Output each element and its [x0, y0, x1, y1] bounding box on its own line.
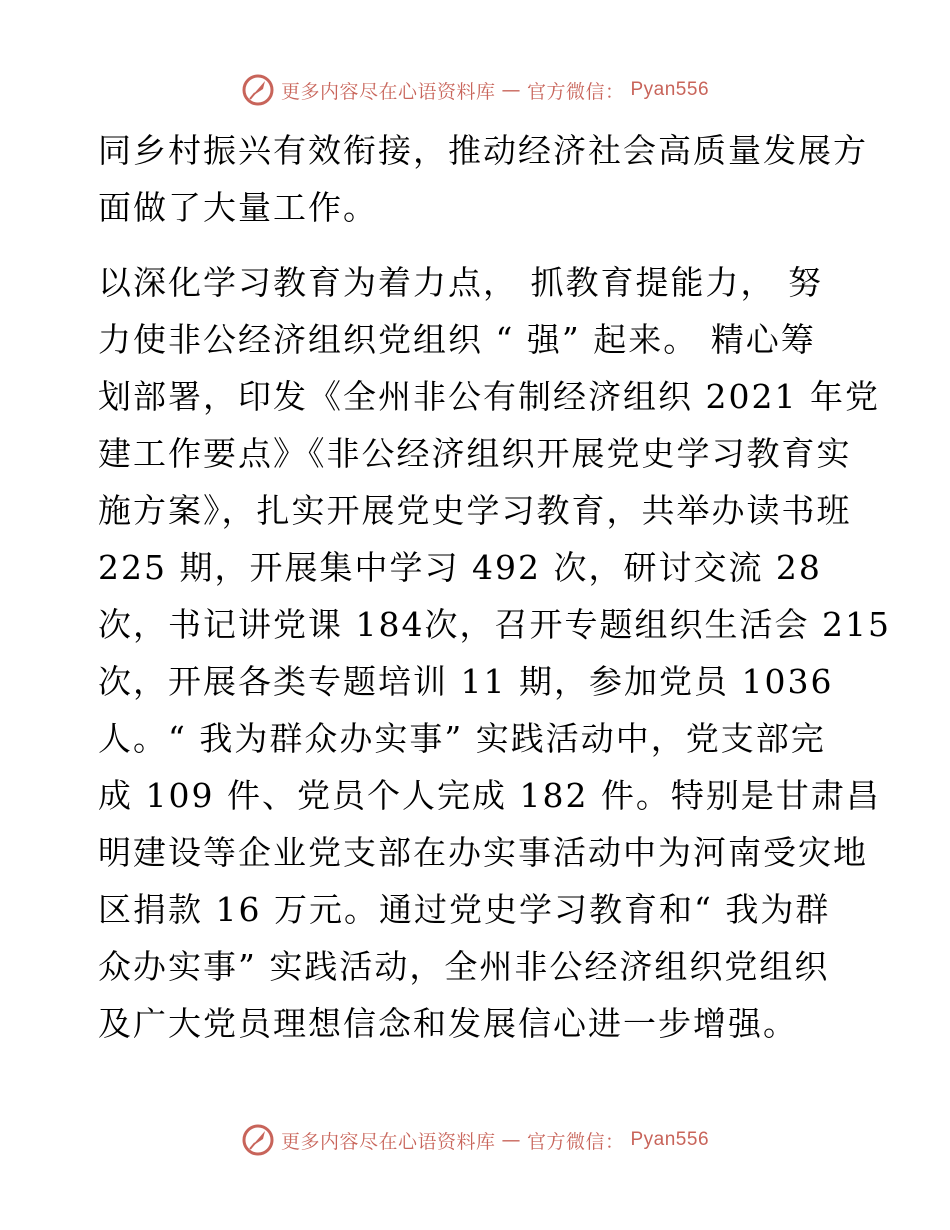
text-line: 面做了大量工作。: [98, 188, 378, 227]
watermark-text: 更多内容尽在心语资料库: [280, 1130, 496, 1153]
watermark-dash: —: [501, 79, 521, 101]
quill-logo-icon: [241, 1123, 275, 1157]
text-line: 明建设等企业党支部在办实事活动中为河南受灾地: [98, 833, 868, 872]
header-watermark: [0, 70, 950, 110]
watermark-label: 官方微信：: [526, 1130, 625, 1153]
text-line: 区捐款 16 万元。通过党史学习教育和“ 我为群: [98, 890, 831, 929]
text-line: 同乡村振兴有效衔接，推动经济社会高质量发展方: [98, 131, 868, 170]
document-body: [98, 122, 891, 1052]
paragraph-1: [98, 122, 868, 236]
text-line: 人。“ 我为群众办实事” 实践活动中，党支部完: [98, 719, 826, 758]
quill-logo-icon: [241, 73, 275, 107]
text-line: 次，书记讲党课 184次，召开专题组织生活会 215: [98, 605, 891, 644]
text-line: 划部署，印发《全州非公有制经济组织 2021 年党: [98, 377, 880, 416]
watermark-text: 更多内容尽在心语资料库: [280, 80, 496, 103]
watermark-label: 官方微信：: [526, 80, 625, 103]
text-line: 力使非公经济组织党组织 “ 强” 起来。 精心筹: [98, 320, 816, 359]
text-line: 众办实事” 实践活动，全州非公经济组织党组织: [98, 947, 830, 986]
footer-watermark: [0, 1120, 950, 1160]
watermark-dash: —: [501, 1129, 521, 1151]
watermark-id: Pyan556: [630, 79, 710, 100]
text-line: 以深化学习教育为着力点， 抓教育提能力， 努: [98, 263, 823, 302]
text-line: 及广大党员理想信念和发展信心进一步增强。: [98, 1004, 798, 1043]
text-line: 成 109 件、党员个人完成 182 件。特别是甘肃昌: [98, 776, 881, 815]
paragraph-2: [98, 254, 891, 1052]
text-line: 225 期，开展集中学习 492 次，研讨交流 28: [98, 548, 822, 587]
text-line: 建工作要点》《非公经济组织开展党史学习教育实: [98, 434, 852, 473]
text-line: 施方案》，扎实开展党史学习教育，共举办读书班: [98, 491, 852, 530]
watermark-id: Pyan556: [630, 1129, 710, 1150]
text-line: 次，开展各类专题培训 11 期，参加党员 1036: [98, 662, 834, 701]
